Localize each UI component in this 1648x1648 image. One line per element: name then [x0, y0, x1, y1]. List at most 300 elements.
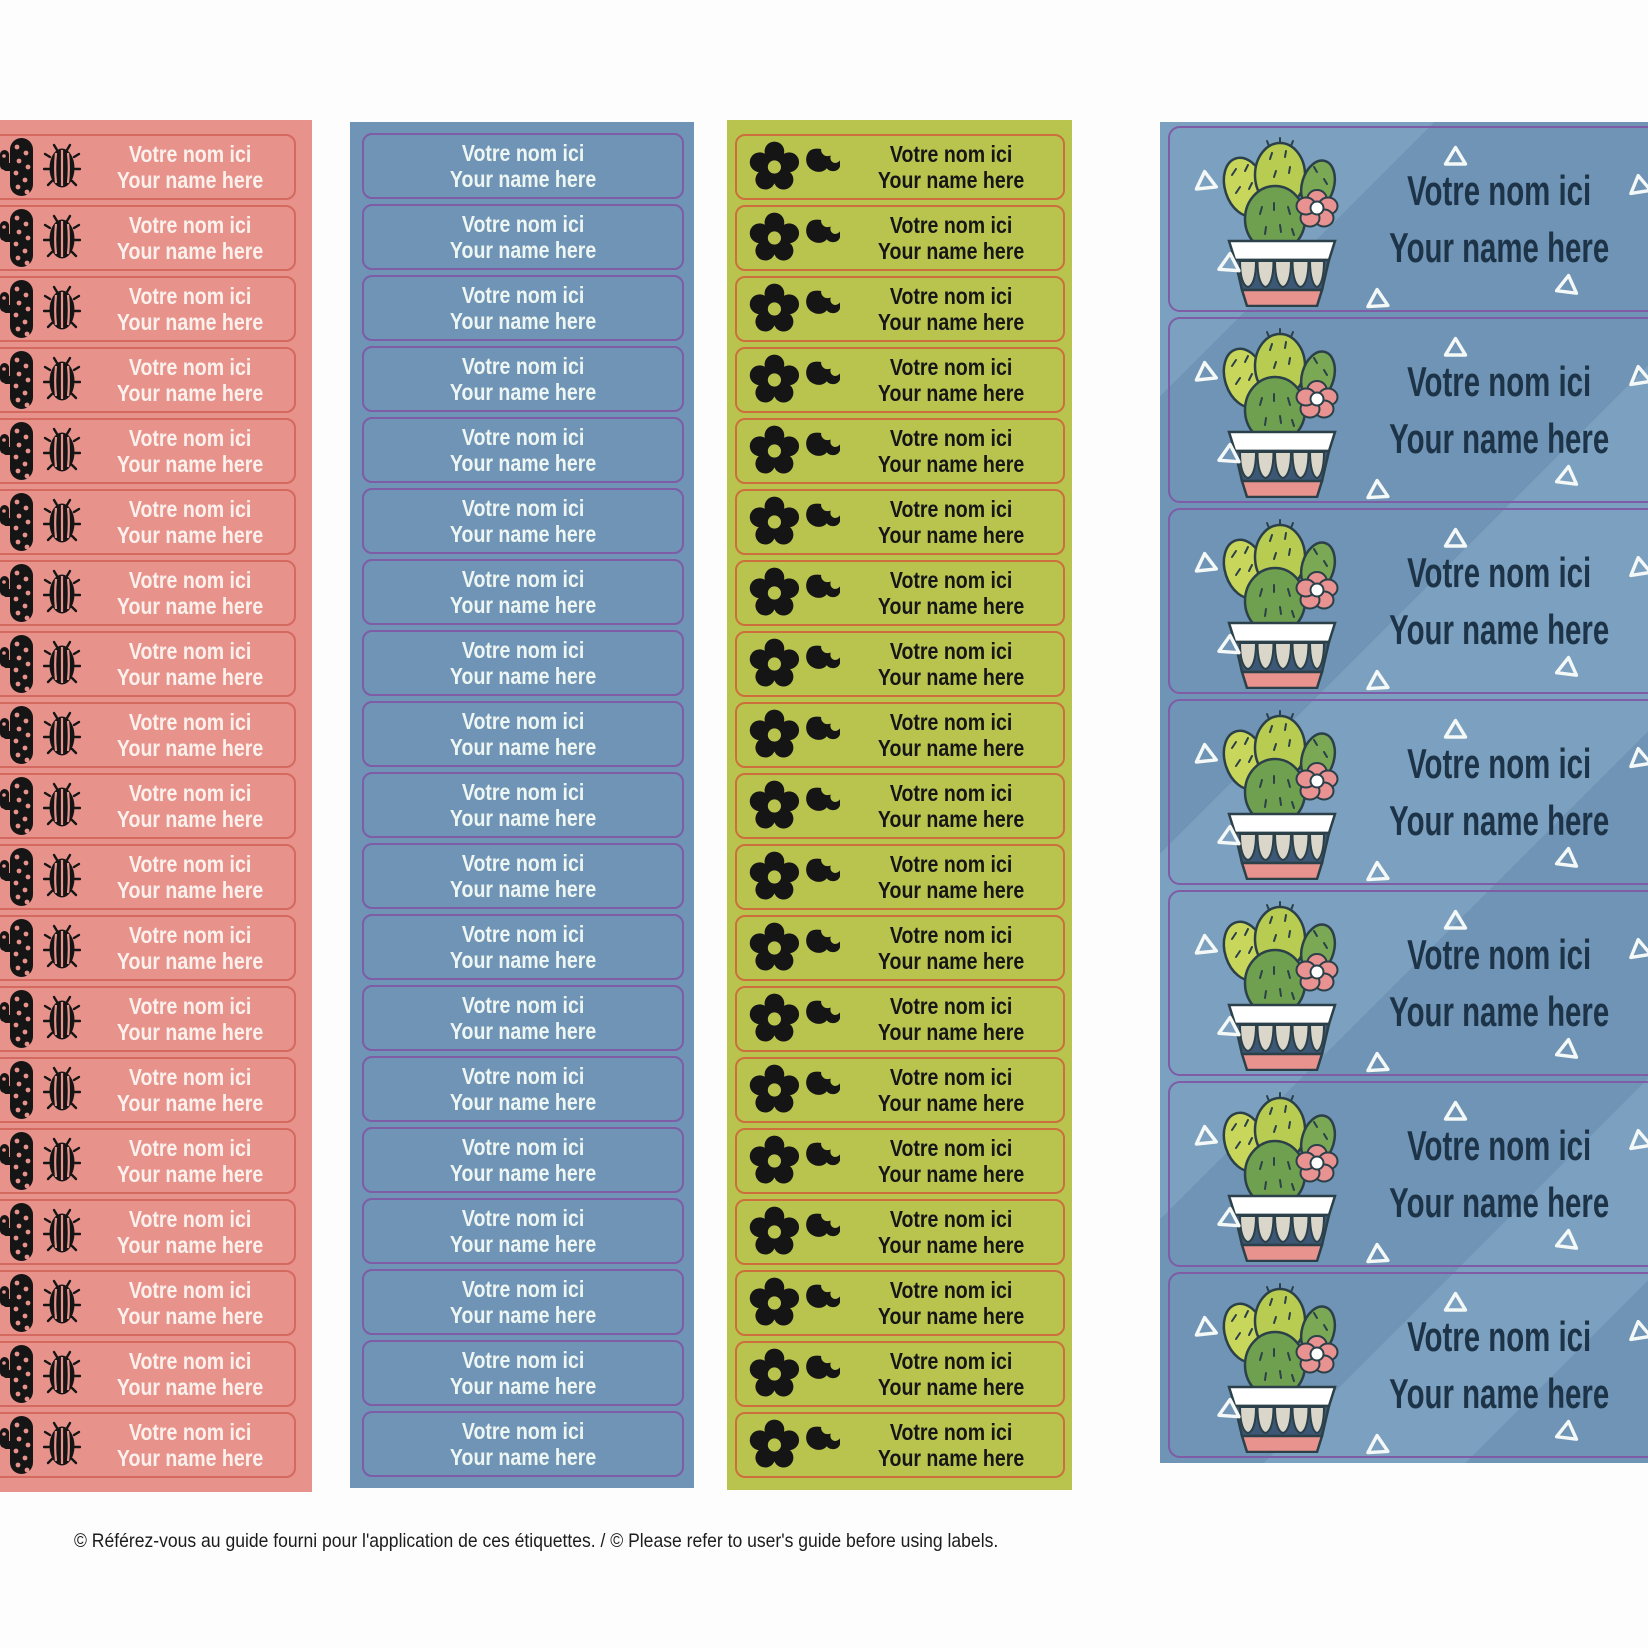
- barrel-cactus-icon: [43, 356, 81, 404]
- label-line1: Votre nom ici: [1407, 167, 1592, 214]
- bud-icon: [805, 716, 840, 744]
- label-line2: Your name here: [878, 1232, 1025, 1258]
- name-label-large: [1168, 890, 1648, 1076]
- label-line1: Votre nom ici: [890, 1347, 1013, 1374]
- flower-icon: [749, 141, 800, 193]
- label-line2: Your name here: [116, 948, 264, 974]
- label-text: [364, 424, 682, 477]
- label-line2: Your name here: [449, 166, 597, 192]
- name-label-large: [1168, 317, 1648, 503]
- tall-cactus-icon: [0, 280, 36, 338]
- label-line2: Your name here: [449, 379, 597, 405]
- label-text: [86, 780, 294, 833]
- label-text: [840, 354, 1063, 407]
- label-line2: Your name here: [878, 238, 1025, 264]
- label-icon-block: [737, 354, 840, 406]
- label-line1: Votre nom ici: [461, 778, 585, 805]
- label-text: [86, 1419, 294, 1472]
- label-line1: Votre nom ici: [890, 353, 1013, 380]
- label-icon-block: [0, 1416, 86, 1474]
- label-line2: Your name here: [1389, 1370, 1610, 1417]
- barrel-cactus-icon: [43, 1279, 81, 1327]
- label-line1: Votre nom ici: [461, 991, 585, 1018]
- footer-note-text: © Référez-vous au guide fourni pour l'application de ces étiquettes. / © Please refer to user's guide before using labels.: [74, 1530, 999, 1552]
- label-text: [86, 141, 294, 194]
- flower-icon: [749, 1277, 800, 1329]
- barrel-cactus-icon: [43, 782, 81, 830]
- tall-cactus-icon: [0, 635, 36, 693]
- bud-icon: [805, 1284, 840, 1312]
- label-text: [86, 993, 294, 1046]
- label-line1: Votre nom ici: [1407, 931, 1592, 978]
- name-label: [735, 915, 1065, 981]
- name-label: [0, 276, 296, 342]
- label-line1: Votre nom ici: [128, 424, 252, 451]
- label-line2: Your name here: [116, 380, 264, 406]
- barrel-cactus-icon: [43, 1421, 81, 1469]
- name-label: [0, 1128, 296, 1194]
- label-text: [840, 283, 1063, 336]
- name-label: [362, 772, 684, 838]
- name-label: [362, 417, 684, 483]
- label-line1: Votre nom ici: [128, 708, 252, 735]
- bud-icon: [805, 1071, 840, 1099]
- label-line2: Your name here: [878, 1303, 1025, 1329]
- label-text: [86, 851, 294, 904]
- name-label: [735, 560, 1065, 626]
- bud-icon: [805, 432, 840, 460]
- name-label: [0, 631, 296, 697]
- label-icon-block: [0, 280, 86, 338]
- label-icon-block: [0, 493, 86, 551]
- label-line2: Your name here: [878, 664, 1025, 690]
- label-icon-block: [0, 1203, 86, 1261]
- bud-icon: [805, 574, 840, 602]
- barrel-cactus-icon: [43, 427, 81, 475]
- barrel-cactus-icon: [43, 1208, 81, 1256]
- label-line2: Your name here: [449, 1160, 597, 1186]
- label-icon-block: [0, 848, 86, 906]
- name-label: [0, 134, 296, 200]
- label-text: [86, 1064, 294, 1117]
- potted-cactus-illustration: [1214, 1283, 1351, 1453]
- flower-icon: [749, 1064, 800, 1116]
- name-label: [735, 134, 1065, 200]
- triangle-icon: [1191, 931, 1220, 958]
- label-line2: Your name here: [878, 522, 1025, 548]
- label-text: [86, 1206, 294, 1259]
- label-text: [86, 354, 294, 407]
- label-text: [364, 1418, 682, 1471]
- label-line2: Your name here: [878, 1445, 1025, 1471]
- triangle-icon: [1191, 1313, 1220, 1340]
- label-line1: Votre nom ici: [890, 424, 1013, 451]
- barrel-cactus-icon: [43, 711, 81, 759]
- label-line1: Votre nom ici: [128, 1063, 252, 1090]
- tall-cactus-icon: [0, 777, 36, 835]
- label-text: [840, 638, 1063, 691]
- label-line1: Votre nom ici: [461, 210, 585, 237]
- name-label-large: [1168, 126, 1648, 312]
- label-icon-block: [0, 564, 86, 622]
- label-icon-block: [737, 922, 840, 974]
- name-label: [0, 489, 296, 555]
- label-line1: Votre nom ici: [461, 352, 585, 379]
- name-label: [735, 1412, 1065, 1478]
- label-text: [86, 212, 294, 265]
- name-label: [362, 843, 684, 909]
- name-label: [362, 1411, 684, 1477]
- name-label: [0, 1341, 296, 1407]
- label-text: [840, 425, 1063, 478]
- name-label: [0, 347, 296, 413]
- flower-icon: [749, 1135, 800, 1187]
- label-line1: Votre nom ici: [890, 637, 1013, 664]
- name-label: [362, 1269, 684, 1335]
- name-label: [735, 1270, 1065, 1336]
- label-line1: Votre nom ici: [128, 353, 252, 380]
- barrel-cactus-icon: [43, 995, 81, 1043]
- label-line2: Your name here: [449, 521, 597, 547]
- label-line1: Votre nom ici: [461, 1275, 585, 1302]
- barrel-cactus-icon: [43, 498, 81, 546]
- label-line2: Your name here: [116, 593, 264, 619]
- name-label: [0, 1199, 296, 1265]
- name-label: [362, 1340, 684, 1406]
- triangle-icon: [1363, 1240, 1391, 1265]
- potted-cactus-illustration: [1214, 710, 1351, 880]
- flower-icon: [749, 993, 800, 1045]
- label-text: [364, 211, 682, 264]
- label-line1: Votre nom ici: [128, 282, 252, 309]
- label-line1: Votre nom ici: [128, 1347, 252, 1374]
- label-text: [1342, 1117, 1648, 1231]
- name-label: [735, 418, 1065, 484]
- label-line2: Your name here: [449, 876, 597, 902]
- label-icon-block: [737, 212, 840, 264]
- label-line2: Your name here: [878, 735, 1025, 761]
- label-text: [86, 638, 294, 691]
- triangle-icon: [1191, 1122, 1220, 1149]
- label-text: [1342, 926, 1648, 1040]
- flower-icon: [749, 709, 800, 761]
- triangle-icon: [1215, 1395, 1244, 1421]
- barrel-cactus-icon: [43, 569, 81, 617]
- potted-cactus-illustration: [1214, 137, 1351, 307]
- label-line2: Your name here: [116, 664, 264, 690]
- tall-cactus-icon: [0, 1416, 36, 1474]
- triangle-icon: [1215, 631, 1244, 657]
- name-label-large: [1168, 508, 1648, 694]
- name-label: [362, 701, 684, 767]
- label-icon-block: [737, 1277, 840, 1329]
- label-line1: Votre nom ici: [128, 1276, 252, 1303]
- triangle-icon: [1191, 740, 1220, 767]
- label-icon-block: [0, 1345, 86, 1403]
- label-icon-block: [737, 1206, 840, 1258]
- tall-cactus-icon: [0, 351, 36, 409]
- label-line2: Your name here: [449, 1231, 597, 1257]
- label-text: [364, 708, 682, 761]
- label-text: [840, 212, 1063, 265]
- label-line2: Your name here: [449, 1444, 597, 1470]
- label-icon-block: [0, 990, 86, 1048]
- barrel-cactus-icon: [43, 1350, 81, 1398]
- label-line2: Your name here: [1389, 988, 1610, 1035]
- bud-icon: [805, 645, 840, 673]
- tall-cactus-icon: [0, 1203, 36, 1261]
- label-line2: Your name here: [116, 1374, 264, 1400]
- name-label: [362, 204, 684, 270]
- name-label: [735, 844, 1065, 910]
- label-line2: Your name here: [1389, 224, 1610, 271]
- label-line2: Your name here: [449, 734, 597, 760]
- label-text: [364, 1063, 682, 1116]
- triangle-icon: [1363, 667, 1391, 692]
- tall-cactus-icon: [0, 848, 36, 906]
- label-line1: Votre nom ici: [461, 139, 585, 166]
- label-line2: Your name here: [878, 1019, 1025, 1045]
- barrel-cactus-icon: [43, 1137, 81, 1185]
- label-line1: Votre nom ici: [461, 1062, 585, 1089]
- label-line1: Votre nom ici: [128, 921, 252, 948]
- name-label: [362, 1198, 684, 1264]
- name-label: [362, 914, 684, 980]
- label-text: [364, 637, 682, 690]
- label-line1: Votre nom ici: [461, 494, 585, 521]
- tall-cactus-icon: [0, 564, 36, 622]
- label-text: [364, 921, 682, 974]
- name-label-large: [1168, 1081, 1648, 1267]
- label-line1: Votre nom ici: [128, 1418, 252, 1445]
- name-label: [0, 844, 296, 910]
- label-text: [840, 780, 1063, 833]
- flower-icon: [749, 496, 800, 548]
- label-icon-block: [737, 1348, 840, 1400]
- bud-icon: [805, 1213, 840, 1241]
- label-text: [364, 1347, 682, 1400]
- label-text: [364, 495, 682, 548]
- label-line1: Votre nom ici: [890, 779, 1013, 806]
- label-line2: Your name here: [878, 593, 1025, 619]
- label-icon-block: [737, 709, 840, 761]
- name-label: [362, 985, 684, 1051]
- label-line2: Your name here: [449, 308, 597, 334]
- label-icon-block: [737, 425, 840, 477]
- label-text: [1342, 544, 1648, 658]
- name-label: [735, 347, 1065, 413]
- label-line1: Votre nom ici: [128, 211, 252, 238]
- potted-cactus-illustration: [1214, 328, 1351, 498]
- label-line1: Votre nom ici: [1407, 549, 1592, 596]
- label-line1: Votre nom ici: [890, 850, 1013, 877]
- barrel-cactus-icon: [43, 1066, 81, 1114]
- label-text: [840, 1064, 1063, 1117]
- sheet-pink-mini-labels: [0, 120, 312, 1492]
- bud-icon: [805, 219, 840, 247]
- bud-icon: [805, 148, 840, 176]
- label-icon-block: [0, 138, 86, 196]
- label-line2: Your name here: [116, 1232, 264, 1258]
- label-line1: Votre nom ici: [890, 282, 1013, 309]
- label-icon-block: [0, 1274, 86, 1332]
- triangle-icon: [1363, 858, 1391, 883]
- label-line2: Your name here: [878, 1090, 1025, 1116]
- tall-cactus-icon: [0, 1061, 36, 1119]
- label-icon-block: [737, 496, 840, 548]
- triangle-icon: [1215, 440, 1244, 466]
- triangle-icon: [1191, 358, 1220, 385]
- barrel-cactus-icon: [43, 285, 81, 333]
- potted-cactus-illustration: [1214, 901, 1351, 1071]
- label-text: [840, 1206, 1063, 1259]
- label-line1: Votre nom ici: [461, 636, 585, 663]
- bud-icon: [805, 290, 840, 318]
- label-line1: Votre nom ici: [890, 1418, 1013, 1445]
- label-line1: Votre nom ici: [461, 281, 585, 308]
- label-text: [86, 283, 294, 336]
- bud-icon: [805, 858, 840, 886]
- triangle-icon: [1215, 249, 1244, 275]
- label-line1: Votre nom ici: [890, 1276, 1013, 1303]
- flower-icon: [749, 283, 800, 335]
- label-line2: Your name here: [878, 380, 1025, 406]
- triangle-icon: [1191, 549, 1220, 576]
- name-label: [362, 346, 684, 412]
- tall-cactus-icon: [0, 706, 36, 764]
- label-text: [86, 567, 294, 620]
- name-label: [0, 986, 296, 1052]
- name-label: [0, 702, 296, 768]
- label-text: [840, 993, 1063, 1046]
- label-text: [840, 496, 1063, 549]
- label-icon-block: [737, 780, 840, 832]
- flower-icon: [749, 922, 800, 974]
- label-line2: Your name here: [449, 237, 597, 263]
- label-text: [364, 779, 682, 832]
- label-line2: Your name here: [116, 522, 264, 548]
- label-text: [364, 566, 682, 619]
- label-line2: Your name here: [878, 1374, 1025, 1400]
- label-line2: Your name here: [116, 238, 264, 264]
- label-line1: Votre nom ici: [128, 1134, 252, 1161]
- label-line2: Your name here: [116, 877, 264, 903]
- label-line2: Your name here: [449, 592, 597, 618]
- triangle-icon: [1215, 1204, 1244, 1230]
- label-line2: Your name here: [116, 309, 264, 335]
- label-line2: Your name here: [116, 167, 264, 193]
- name-label: [735, 1199, 1065, 1265]
- tall-cactus-icon: [0, 209, 36, 267]
- flower-icon: [749, 1348, 800, 1400]
- sheet-green-mini-labels: [727, 120, 1072, 1490]
- label-text: [86, 709, 294, 762]
- label-text: [364, 140, 682, 193]
- label-line2: Your name here: [116, 1445, 264, 1471]
- label-line2: Your name here: [878, 309, 1025, 335]
- tall-cactus-icon: [0, 422, 36, 480]
- label-line2: Your name here: [116, 1019, 264, 1045]
- label-text: [840, 1419, 1063, 1472]
- label-icon-block: [0, 209, 86, 267]
- label-icon-block: [0, 706, 86, 764]
- label-line1: Votre nom ici: [128, 850, 252, 877]
- label-text: [840, 1135, 1063, 1188]
- label-line1: Votre nom ici: [128, 1205, 252, 1232]
- name-label: [735, 489, 1065, 555]
- label-text: [840, 1348, 1063, 1401]
- label-icon-block: [737, 1064, 840, 1116]
- label-text: [364, 353, 682, 406]
- label-line2: Your name here: [449, 1089, 597, 1115]
- label-icon-block: [0, 635, 86, 693]
- label-text: [840, 141, 1063, 194]
- label-line1: Votre nom ici: [461, 1204, 585, 1231]
- name-label: [735, 205, 1065, 271]
- label-line1: Votre nom ici: [1407, 1313, 1592, 1360]
- name-label: [362, 559, 684, 625]
- label-line2: Your name here: [878, 948, 1025, 974]
- label-line1: Votre nom ici: [461, 1417, 585, 1444]
- flower-icon: [749, 567, 800, 619]
- flower-icon: [749, 1419, 800, 1471]
- label-text: [840, 709, 1063, 762]
- name-label: [735, 702, 1065, 768]
- label-icon-block: [737, 1135, 840, 1187]
- flower-icon: [749, 212, 800, 264]
- name-label: [362, 1056, 684, 1122]
- label-text: [840, 851, 1063, 904]
- label-text: [840, 567, 1063, 620]
- label-text: [1342, 162, 1648, 276]
- bud-icon: [805, 1142, 840, 1170]
- label-line2: Your name here: [449, 947, 597, 973]
- label-text: [86, 922, 294, 975]
- label-icon-block: [737, 141, 840, 193]
- label-text: [86, 1348, 294, 1401]
- label-line2: Your name here: [449, 450, 597, 476]
- name-label: [362, 1127, 684, 1193]
- potted-cactus-illustration: [1214, 1092, 1351, 1262]
- label-line1: Votre nom ici: [128, 637, 252, 664]
- label-text: [86, 1135, 294, 1188]
- name-label: [0, 418, 296, 484]
- name-label: [0, 560, 296, 626]
- label-line1: Votre nom ici: [890, 495, 1013, 522]
- name-label-large: [1168, 699, 1648, 885]
- label-line2: Your name here: [449, 805, 597, 831]
- label-line1: Votre nom ici: [461, 920, 585, 947]
- flower-icon: [749, 354, 800, 406]
- label-line2: Your name here: [878, 806, 1025, 832]
- label-icon-block: [0, 919, 86, 977]
- label-line1: Votre nom ici: [1407, 740, 1592, 787]
- tall-cactus-icon: [0, 1345, 36, 1403]
- label-line1: Votre nom ici: [128, 779, 252, 806]
- tall-cactus-icon: [0, 493, 36, 551]
- label-line1: Votre nom ici: [1407, 1122, 1592, 1169]
- label-text: [364, 1276, 682, 1329]
- label-line2: Your name here: [116, 451, 264, 477]
- name-label: [362, 488, 684, 554]
- name-label: [0, 1057, 296, 1123]
- label-line2: Your name here: [1389, 1179, 1610, 1226]
- label-icon-block: [737, 638, 840, 690]
- triangle-icon: [1215, 822, 1244, 848]
- label-line1: Votre nom ici: [890, 211, 1013, 238]
- label-line2: Your name here: [449, 663, 597, 689]
- label-icon-block: [737, 851, 840, 903]
